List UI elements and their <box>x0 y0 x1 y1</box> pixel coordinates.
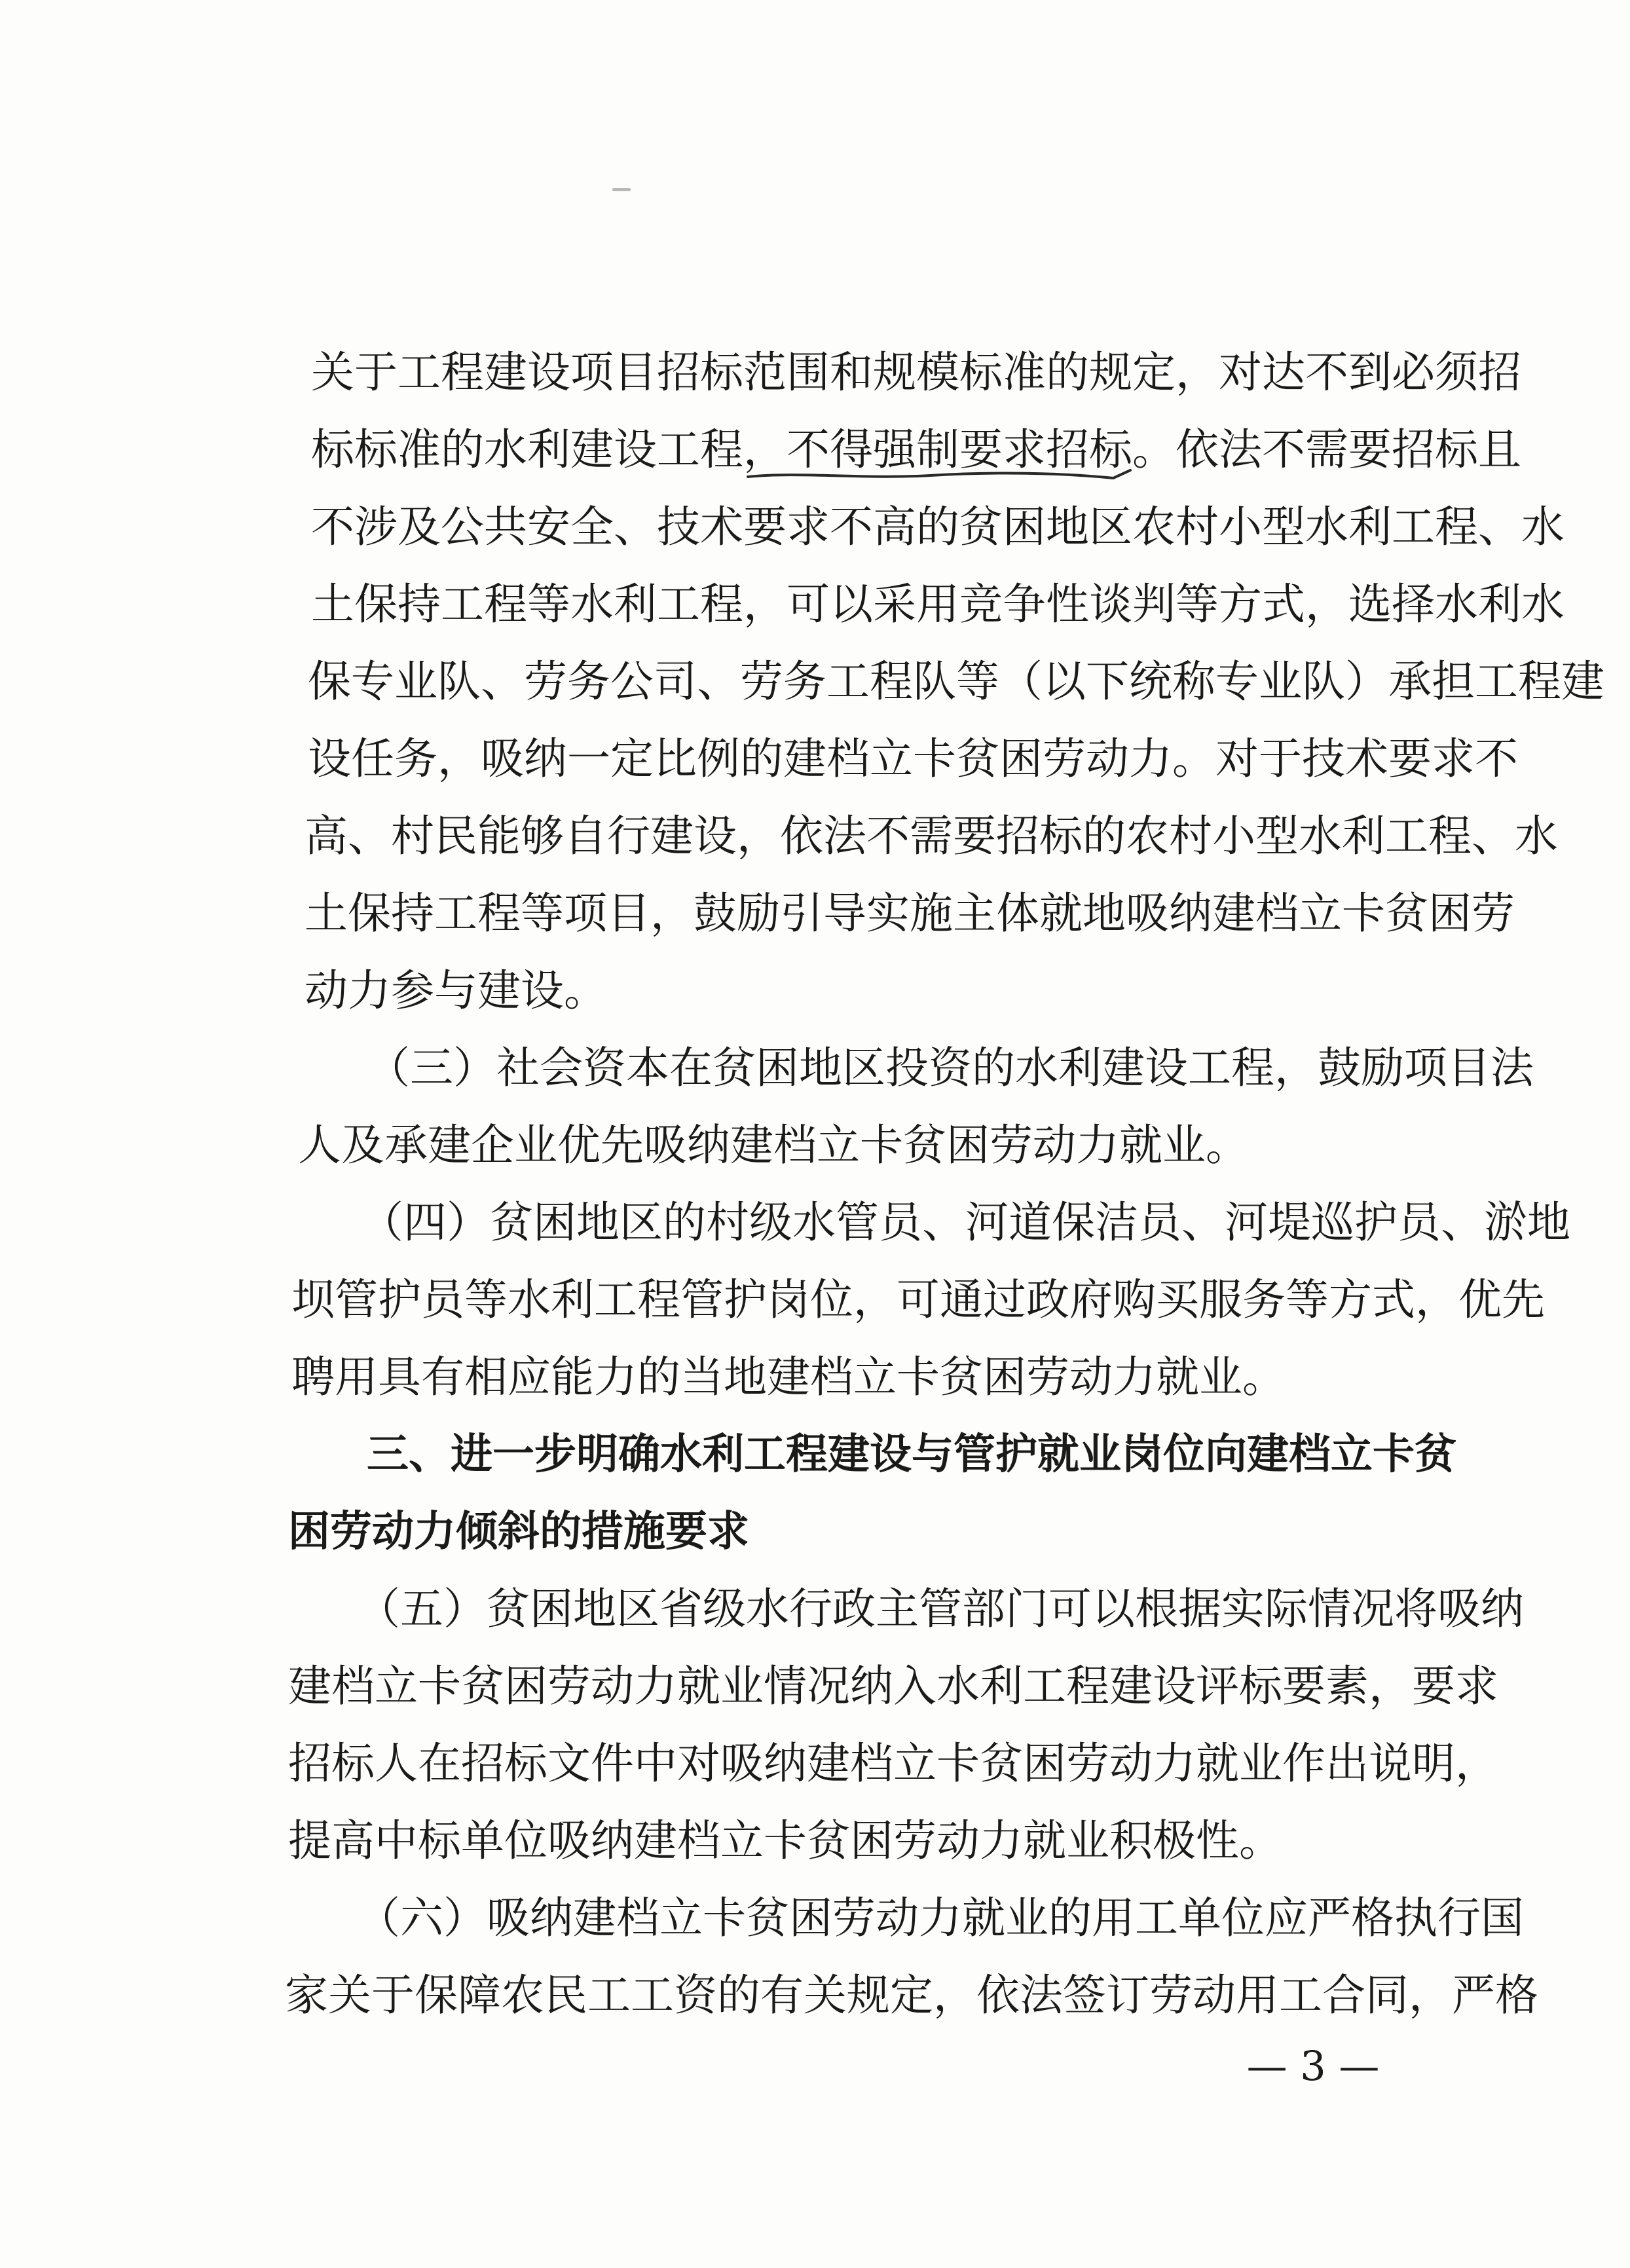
page-number: — 3 — <box>1246 2042 1380 2090</box>
section-heading-line-2: 困劳动力倾斜的措施要求 <box>288 1508 749 1556</box>
body-line-7: 高、村民能够自行建设，依法不需要招标的农村小型水利工程、水 <box>305 811 1558 861</box>
body-line-17: （五）贫困地区省级水行政主管部门可以根据实际情况将吸纳 <box>357 1584 1524 1634</box>
body-line-9: 动力参与建设。 <box>305 965 607 1016</box>
section-heading-line-1: 三、进一步明确水利工程建设与管护就业岗位向建档立卡贫 <box>367 1430 1456 1479</box>
body-line-19: 招标人在招标文件中对吸纳建档立卡贫困劳动力就业作出说明， <box>288 1738 1498 1789</box>
body-line-20: 提高中标单位吸纳建档立卡贫困劳动力就业积极性。 <box>288 1815 1282 1866</box>
body-line-18: 建档立卡贫困劳动力就业情况纳入水利工程建设评标要素，要求 <box>288 1661 1498 1711</box>
body-line-8: 土保持工程等项目，鼓励引导实施主体就地吸纳建档立卡贫困劳 <box>305 888 1515 939</box>
body-line-14: 聘用具有相应能力的当地建档立卡贫困劳动力就业。 <box>291 1352 1286 1402</box>
handwritten-underline <box>747 458 1133 485</box>
body-line-1: 关于工程建设项目招标范围和规模标准的规定，对达不到必须招 <box>311 347 1521 398</box>
body-line-5: 保专业队、劳务公司、劳务工程队等（以下统称专业队）承担工程建 <box>308 656 1604 707</box>
body-line-11: 人及承建企业优先吸纳建档立卡贫困劳动力就业。 <box>298 1120 1249 1170</box>
body-line-4: 土保持工程等水利工程，可以采用竞争性谈判等方式，选择水利水 <box>311 579 1565 629</box>
body-line-3: 不涉及公共安全、技术要求不高的贫困地区农村小型水利工程、水 <box>311 502 1565 552</box>
body-line-22: 家关于保障农民工工资的有关规定，依法签订劳动用工合同，严格 <box>285 1970 1538 2020</box>
body-line-6: 设任务，吸纳一定比例的建档立卡贫困劳动力。对于技术要求不 <box>308 734 1518 784</box>
body-line-13: 坝管护员等水利工程管护岗位，可通过政府购买服务等方式，优先 <box>291 1274 1545 1325</box>
body-line-10: （三）社会资本在贫困地区投资的水利建设工程，鼓励项目法 <box>367 1043 1534 1093</box>
body-line-12: （四）贫困地区的村级水管员、河道保洁员、河堤巡护员、淤地 <box>360 1197 1570 1248</box>
body-line-2: 标标准的水利建设工程，不得强制要求招标。依法不需要招标且 <box>311 424 1521 475</box>
scan-speck <box>612 188 631 191</box>
body-line-21: （六）吸纳建档立卡贫困劳动力就业的用工单位应严格执行国 <box>357 1893 1524 1943</box>
